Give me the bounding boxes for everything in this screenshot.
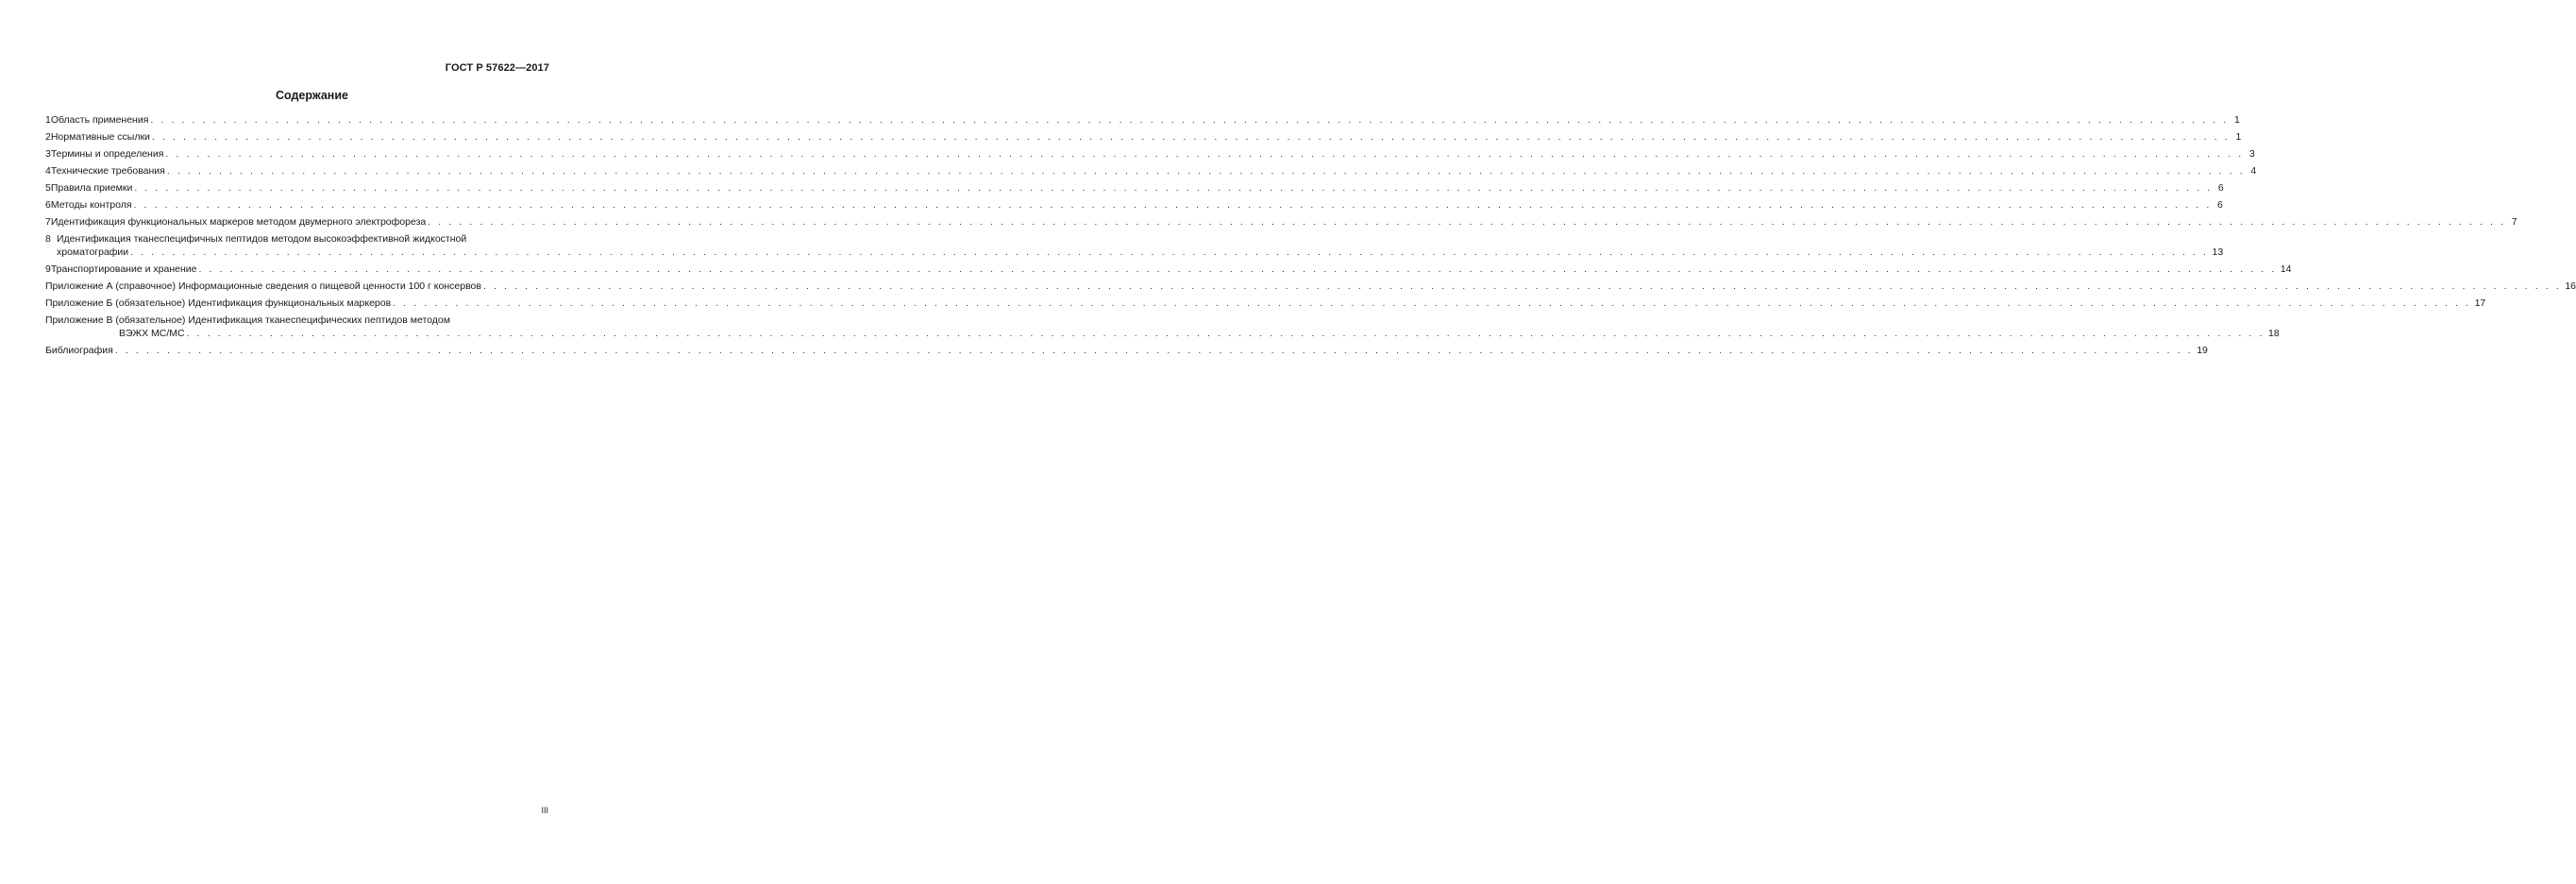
toc-entry-title: Термины и определения [50, 148, 164, 160]
toc-entry[interactable] [45, 232, 2224, 259]
toc-entry-page: 13 [2212, 246, 2224, 258]
toc-entry-title: Область применения [50, 114, 149, 126]
toc-entry-title: Транспортирование и хранение [50, 264, 197, 275]
dot-leader: . . . . . . . . . . . . . . . . . . . . . . . . . . . . . . . . . . . . . . . . . . . . . . . . . . . . . . . . . . . . . . . . . . . . . . . . . . . . . . . . . . . . . . . . . . . . . . . . . . . . . . . . . . . . . . . . . . . . . . . . . . . . . . . . . . . . . . . . . . . . . . . . . . . . . . . . . . . . . . . . . . . . . . . . . . . . . . . . . . . . . . . . . . . . . . . . . . . . . . . . [393, 298, 2471, 309]
toc-entry-number: 3 [45, 148, 51, 160]
toc-entry-number: 8 [45, 233, 51, 245]
toc-entry-page: 3 [2248, 148, 2255, 160]
toc-entry-number: 2 [45, 131, 51, 143]
toc-entry-title: Идентификация тканеспецифичных пептидов методом высокоэффективной жидкостной [57, 233, 467, 245]
toc-entry-title: ВЭЖХ МС/МС [119, 328, 185, 339]
toc-entry-number: 6 [45, 199, 51, 211]
dot-leader: . . . . . . . . . . . . . . . . . . . . . . . . . . . . . . . . . . . . . . . . . . . . . . . . . . . . . . . . . . . . . . . . . . . . . . . . . . . . . . . . . . . . . . . . . . . . . . . . . . . . . . . . . . . . . . . . . . . . . . . . . . . . . . . . . . . . . . . . . . . . . . . . . . . . . . . . . . . . . . . . . . . . . . . . . . . . . . . . . . . . . . . . . . . . . . . . . . . . . . . . [151, 131, 2231, 143]
toc-entry-title: Нормативные ссылки [50, 131, 150, 143]
toc-entry-title: Приложение А (справочное) Информационные сведения о пищевой ценности 100 г консервов [45, 280, 481, 292]
toc-entry-number: 7 [45, 216, 51, 228]
toc-entry[interactable] [45, 164, 2257, 178]
dot-leader: . . . . . . . . . . . . . . . . . . . . . . . . . . . . . . . . . . . . . . . . . . . . . . . . . . . . . . . . . . . . . . . . . . . . . . . . . . . . . . . . . . . . . . . . . . . . . . . . . . . . . . . . . . . . . . . . . . . . . . . . . . . . . . . . . . . . . . . . . . . . . . . . . . . . . . . . . . . . . . . . . . . . . . . . . . . . . . . . . . . . . . . . . . . . . . . . . . . . . . . . [428, 216, 2506, 228]
toc-title: Содержание [275, 89, 348, 102]
toc-entry-page: 6 [2217, 182, 2224, 194]
dot-leader: . . . . . . . . . . . . . . . . . . . . . . . . . . . . . . . . . . . . . . . . . . . . . . . . . . . . . . . . . . . . . . . . . . . . . . . . . . . . . . . . . . . . . . . . . . . . . . . . . . . . . . . . . . . . . . . . . . . . . . . . . . . . . . . . . . . . . . . . . . . . . . . . . . . . . . . . . . . . . . . . . . . . . . . . . . . . . . . . . . . . . . . . . . . . . . . . . . . . . . . . [166, 165, 2246, 177]
toc-entry-page: 7 [2511, 216, 2517, 228]
toc-entry-title: Правила приемки [50, 182, 133, 194]
dot-leader: . . . . . . . . . . . . . . . . . . . . . . . . . . . . . . . . . . . . . . . . . . . . . . . . . . . . . . . . . . . . . . . . . . . . . . . . . . . . . . . . . . . . . . . . . . . . . . . . . . . . . . . . . . . . . . . . . . . . . . . . . . . . . . . . . . . . . . . . . . . . . . . . . . . . . . . . . . . . . . . . . . . . . . . . . . . . . . . . . . . . . . . . . . . . . . . . . . . . . . . . [482, 280, 2562, 292]
dot-leader: . . . . . . . . . . . . . . . . . . . . . . . . . . . . . . . . . . . . . . . . . . . . . . . . . . . . . . . . . . . . . . . . . . . . . . . . . . . . . . . . . . . . . . . . . . . . . . . . . . . . . . . . . . . . . . . . . . . . . . . . . . . . . . . . . . . . . . . . . . . . . . . . . . . . . . . . . . . . . . . . . . . . . . . . . . . . . . . . . . . . . . . . . . . . . . . . . . . . . . . . [198, 264, 2277, 275]
toc-entry-page: 17 [2474, 298, 2486, 309]
document-code: ГОСТ Р 57622—2017 [445, 62, 549, 74]
toc-entry[interactable] [45, 297, 2486, 310]
page-number: III [541, 806, 548, 815]
toc-entry-title: Технические требования [50, 165, 165, 177]
toc-entry-page: 14 [2280, 264, 2292, 275]
toc-entry[interactable] [45, 344, 2208, 357]
toc-entry[interactable] [45, 147, 2255, 161]
toc-entry-title: Библиография [45, 345, 113, 356]
toc-entry-page: 6 [2217, 199, 2223, 211]
dot-leader: . . . . . . . . . . . . . . . . . . . . . . . . . . . . . . . . . . . . . . . . . . . . . . . . . . . . . . . . . . . . . . . . . . . . . . . . . . . . . . . . . . . . . . . . . . . . . . . . . . . . . . . . . . . . . . . . . . . . . . . . . . . . . . . . . . . . . . . . . . . . . . . . . . . . . . . . . . . . . . . . . . . . . . . . . . . . . . . . . . . . . . . . . . . . . . . . . . . . . . . . [133, 199, 2212, 211]
toc-entry[interactable] [45, 215, 2517, 229]
toc-entry-title: Приложение В (обязательное) Идентификация тканеспецифических пептидов методом [45, 314, 450, 326]
toc-entry-page: 4 [2250, 165, 2257, 177]
toc-entry[interactable] [45, 263, 2292, 276]
toc-entry-page: 16 [2565, 280, 2576, 292]
toc-entry-page: 1 [2235, 131, 2242, 143]
table-of-contents [45, 113, 2576, 361]
dot-leader: . . . . . . . . . . . . . . . . . . . . . . . . . . . . . . . . . . . . . . . . . . . . . . . . . . . . . . . . . . . . . . . . . . . . . . . . . . . . . . . . . . . . . . . . . . . . . . . . . . . . . . . . . . . . . . . . . . . . . . . . . . . . . . . . . . . . . . . . . . . . . . . . . . . . . . . . . . . . . . . . . . . . . . . . . . . . . . . . . . . . . . . . . . . . . . . . . . . . . . . . [186, 328, 2265, 339]
toc-entry[interactable] [45, 198, 2223, 212]
toc-entry[interactable] [45, 181, 2224, 195]
toc-entry-title: Приложение Б (обязательное) Идентификация функциональных маркеров [45, 298, 392, 309]
toc-entry-title: Идентификация функциональных маркеров методом двумерного электрофореза [50, 216, 427, 228]
dot-leader: . . . . . . . . . . . . . . . . . . . . . . . . . . . . . . . . . . . . . . . . . . . . . . . . . . . . . . . . . . . . . . . . . . . . . . . . . . . . . . . . . . . . . . . . . . . . . . . . . . . . . . . . . . . . . . . . . . . . . . . . . . . . . . . . . . . . . . . . . . . . . . . . . . . . . . . . . . . . . . . . . . . . . . . . . . . . . . . . . . . . . . . . . . . . . . . . . . . . . . . . [134, 182, 2213, 194]
toc-entry-number: 9 [45, 264, 51, 275]
dot-leader: . . . . . . . . . . . . . . . . . . . . . . . . . . . . . . . . . . . . . . . . . . . . . . . . . . . . . . . . . . . . . . . . . . . . . . . . . . . . . . . . . . . . . . . . . . . . . . . . . . . . . . . . . . . . . . . . . . . . . . . . . . . . . . . . . . . . . . . . . . . . . . . . . . . . . . . . . . . . . . . . . . . . . . . . . . . . . . . . . . . . . . . . . . . . . . . . . . . . . . . . [150, 114, 2229, 126]
dot-leader: . . . . . . . . . . . . . . . . . . . . . . . . . . . . . . . . . . . . . . . . . . . . . . . . . . . . . . . . . . . . . . . . . . . . . . . . . . . . . . . . . . . . . . . . . . . . . . . . . . . . . . . . . . . . . . . . . . . . . . . . . . . . . . . . . . . . . . . . . . . . . . . . . . . . . . . . . . . . . . . . . . . . . . . . . . . . . . . . . . . . . . . . . . . . . . . . . . . . . . . . [130, 246, 2209, 258]
toc-entry[interactable] [45, 314, 2280, 340]
toc-entry-page: 18 [2268, 328, 2280, 339]
toc-entry-number: 4 [45, 165, 51, 177]
toc-entry[interactable] [45, 113, 2240, 127]
toc-entry-page: 19 [2197, 345, 2208, 356]
toc-entry[interactable] [45, 280, 2576, 293]
toc-entry-page: 1 [2233, 114, 2240, 126]
toc-entry-number: 1 [45, 114, 51, 126]
toc-entry-title: хроматографии [57, 246, 129, 258]
dot-leader: . . . . . . . . . . . . . . . . . . . . . . . . . . . . . . . . . . . . . . . . . . . . . . . . . . . . . . . . . . . . . . . . . . . . . . . . . . . . . . . . . . . . . . . . . . . . . . . . . . . . . . . . . . . . . . . . . . . . . . . . . . . . . . . . . . . . . . . . . . . . . . . . . . . . . . . . . . . . . . . . . . . . . . . . . . . . . . . . . . . . . . . . . . . . . . . . . . . . . . . . [165, 148, 2244, 160]
toc-entry[interactable] [45, 130, 2242, 144]
toc-entry-title: Методы контроля [50, 199, 132, 211]
toc-entry-number: 5 [45, 182, 51, 194]
dot-leader: . . . . . . . . . . . . . . . . . . . . . . . . . . . . . . . . . . . . . . . . . . . . . . . . . . . . . . . . . . . . . . . . . . . . . . . . . . . . . . . . . . . . . . . . . . . . . . . . . . . . . . . . . . . . . . . . . . . . . . . . . . . . . . . . . . . . . . . . . . . . . . . . . . . . . . . . . . . . . . . . . . . . . . . . . . . . . . . . . . . . . . . . . . . . . . . . . . . . . . . . [114, 345, 2194, 356]
